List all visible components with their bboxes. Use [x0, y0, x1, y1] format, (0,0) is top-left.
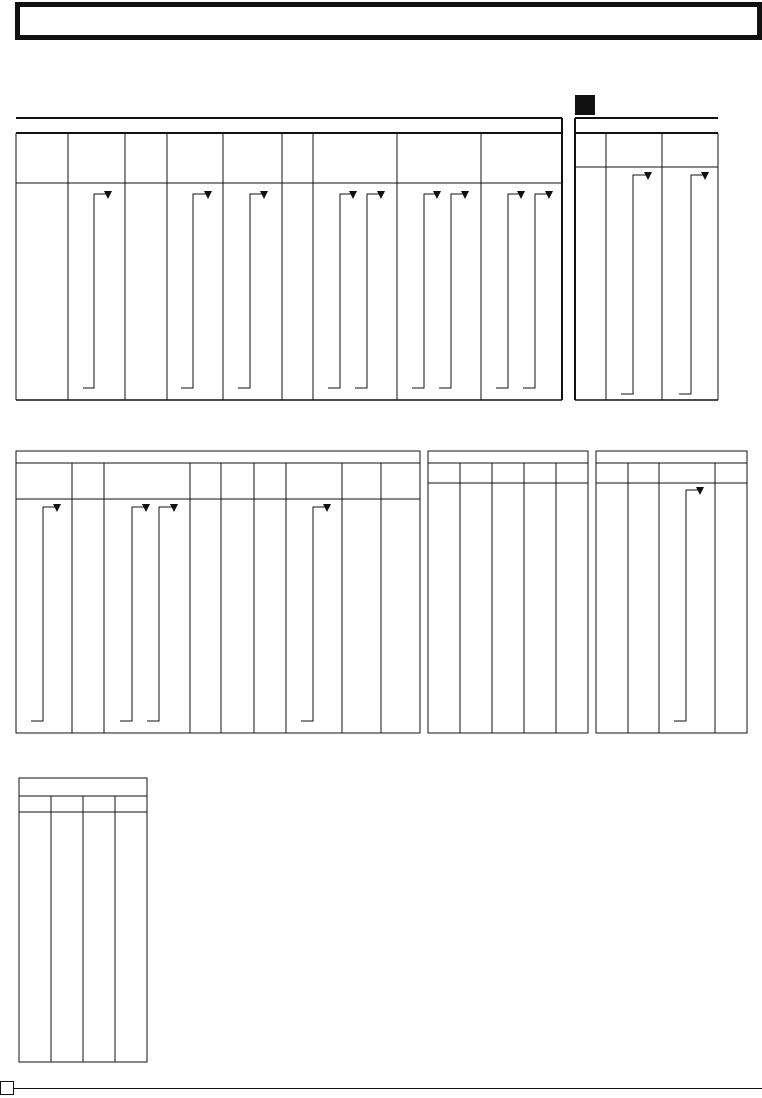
loop-arrow: [83, 194, 108, 388]
footer-rule: [14, 1088, 762, 1089]
black-square-marker: [575, 95, 595, 115]
form-b-table: [575, 118, 718, 400]
loop-arrow: [439, 194, 465, 388]
form-e-table: [596, 451, 747, 733]
loop-arrow: [496, 194, 521, 388]
loop-arrow: [355, 194, 381, 388]
form-f-table: [19, 778, 147, 1062]
loop-arrow: [181, 194, 208, 388]
loop-arrow: [412, 194, 437, 388]
loop-arrow: [679, 175, 705, 394]
loop-arrow: [301, 507, 327, 721]
form-b-loop-arrows: [621, 175, 705, 394]
form-e-loop-arrows: [674, 490, 700, 721]
loop-arrow: [674, 490, 700, 721]
form-a-loop-arrows: [83, 194, 549, 388]
loop-arrow: [621, 175, 648, 394]
form-a-table: [16, 118, 562, 400]
loop-arrow: [120, 507, 146, 721]
loop-arrow: [147, 507, 174, 721]
form-c-table: [16, 451, 420, 733]
form-c-loop-arrows: [31, 507, 327, 721]
loop-arrow: [328, 194, 353, 388]
loop-arrow: [31, 507, 57, 721]
form-d-table: [428, 451, 588, 733]
loop-arrow: [238, 194, 264, 388]
page-number-box: [0, 1081, 14, 1095]
loop-arrow: [523, 194, 549, 388]
